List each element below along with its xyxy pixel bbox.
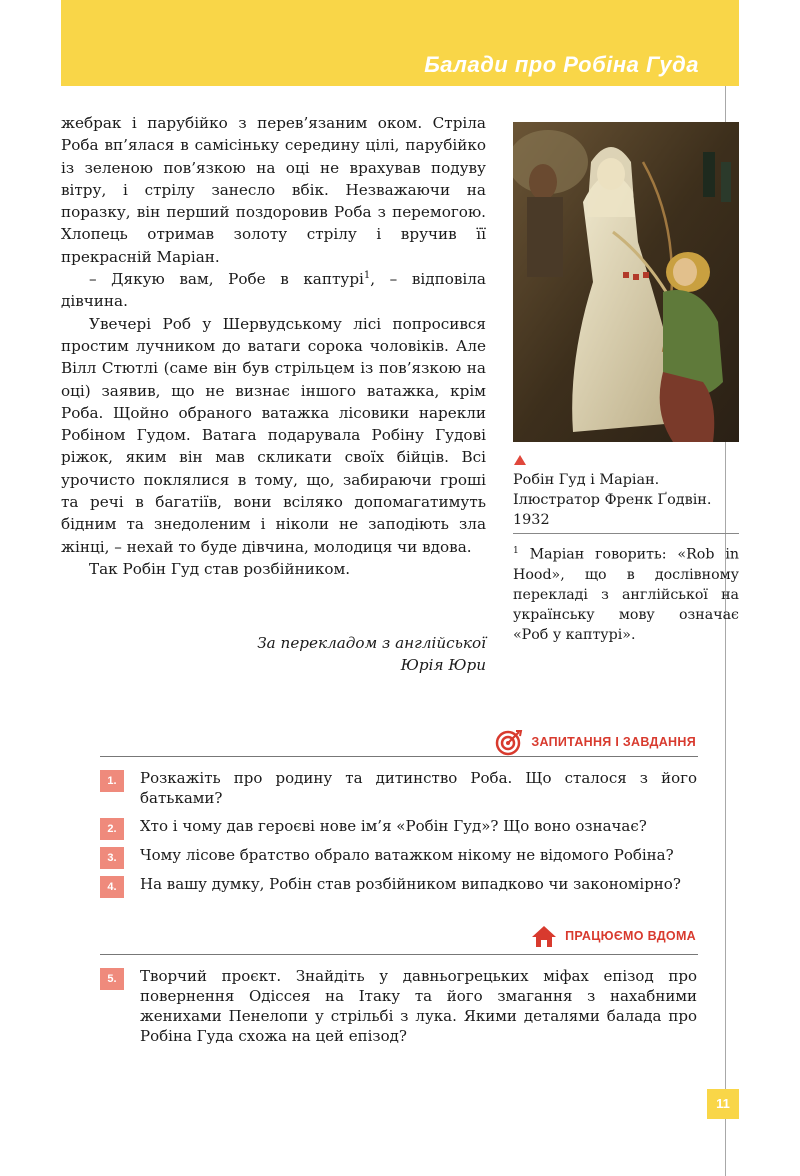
translator-credit [180, 632, 486, 676]
footnote-ref: 1 [363, 270, 371, 282]
homework-title: ПРАЦЮЄМО ВДОМА [565, 929, 696, 943]
dialogue-text: – Дякую вам, Робе в каптурі [89, 270, 364, 289]
question-text: Хто і чому дав героєві нове ім’я «Робін Гуд»? Що воно означає? [140, 817, 647, 835]
footnote [513, 541, 739, 645]
house-icon [531, 924, 557, 948]
running-title: Балади про Робіна Гуда [424, 52, 699, 77]
translator-line-1: За перекладом з англійської [257, 634, 486, 652]
caption-marker-icon [514, 455, 526, 465]
painting-image [513, 122, 739, 442]
page-number: 11 [707, 1089, 739, 1119]
question-text: Чому лісове братство обрало ватажком нікому не відомого Робіна? [140, 846, 674, 864]
translator-line-2: Юрія Юри [400, 656, 486, 674]
questions-title: ЗАПИТАННЯ І ЗАВДАННЯ [531, 735, 696, 749]
questions-divider [100, 756, 698, 757]
question-text: Творчий проєкт. Знайдіть у давньогрецьких міфах епізод про повернення Одіссея на Ітаку та його змагання з нахабними женихами Пенелопи у стрільбі з лука. Якими деталями балада про Робіна Гуда схожа на цей епізод? [140, 967, 697, 1045]
footnote-text: Маріан говорить: «Rob in Hood», що в дослівному перекладі з англійської на українську мову означає «Роб у каптурі». [513, 546, 739, 643]
question-number: 1. [100, 770, 124, 792]
question-number: 3. [100, 847, 124, 869]
caption-illustrator: Ілюстратор Френк Ґодвін. [513, 492, 712, 508]
homework-divider [100, 954, 698, 955]
caption-year: 1932 [513, 512, 550, 528]
target-icon [495, 728, 523, 756]
question-number: 4. [100, 876, 124, 898]
illustration-caption [513, 470, 739, 530]
header-band [61, 0, 739, 86]
question-number: 2. [100, 818, 124, 840]
illustration-robin-and-marian [513, 122, 739, 442]
caption-title: Робін Гуд і Маріан. [513, 472, 660, 488]
paragraph-3: Увечері Роб у Шервудському лісі попросився простим лучником до ватаги сорока чоловіків. Але Вілл Стютлі (саме він був стрільцем із пов’язкою на оці) заявив, що не визнає іншого ватажка, крім Роба. Щойно обраного ватажка лісовики нарекли Робіном Гудом. Ватага подарувала Робіну Гудові ріжок, яким він мав скликати своїх бійців. Всі урочисто поклялися в тому, що, забираючи гроші та речі в багатіїв, вони всіляко допомагатимуть бідним та знедоленим і ніколи не заподіють зла жінці, – нехай то буде дівчина, молодиця чи вдова. [61, 314, 486, 556]
paragraph-1: жебрак і парубійко з перев’язаним оком. Стріла Роба вп’ялася в самісіньку середину цілі, парубійко із зеленою пов’язкою на оці не врахував подуву вітру, і стрілу занесло вбік. Незважаючи на поразку, він перший поздоровив Роба з перемогою. Хлопець отримав золоту стрілу і вручив її прекрасній Маріан. [61, 114, 486, 266]
question-number: 5. [100, 968, 124, 990]
question-text: На вашу думку, Робін став розбійником випадково чи закономірно? [140, 875, 681, 893]
footnote-divider [513, 533, 739, 534]
story-text [61, 112, 486, 580]
footnote-marker: 1 [513, 546, 519, 556]
dialogue-text-end: , – відповіла дівчина. [61, 270, 486, 311]
questions-heading [495, 728, 696, 756]
question-text: Розкажіть про родину та дитинство Роба. Що сталося з його батьками? [140, 769, 697, 807]
paragraph-2 [61, 268, 486, 313]
homework-heading [531, 924, 696, 948]
paragraph-4: Так Робін Гуд став розбійником. [89, 559, 351, 578]
